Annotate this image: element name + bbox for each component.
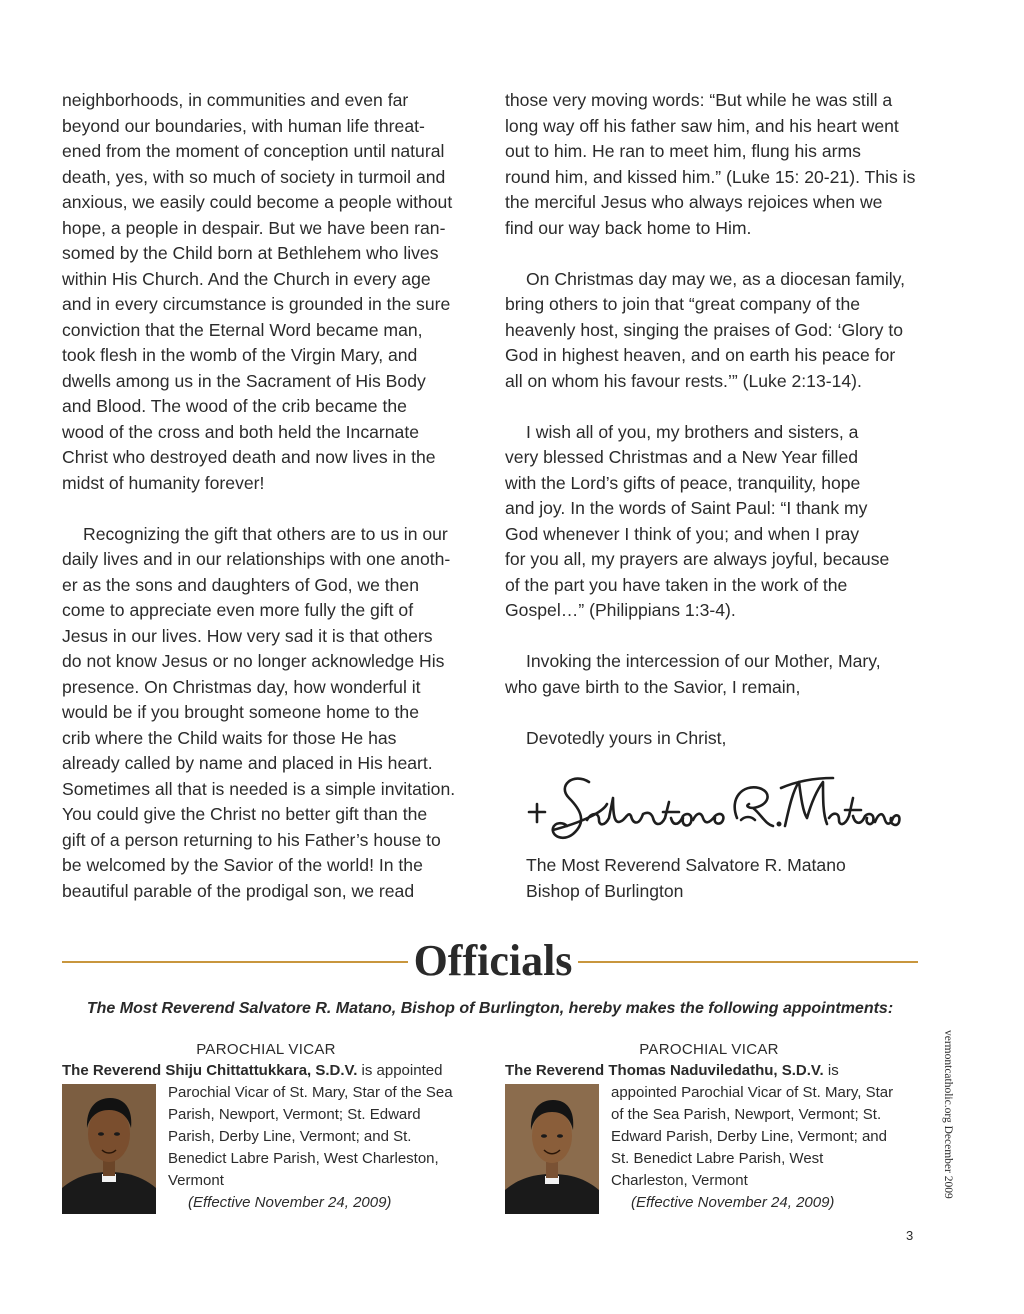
letter-line: God whenever I think of you; and when I pray — [505, 523, 860, 544]
effective-date: (Effective November 24, 2009) — [188, 1194, 392, 1211]
appointment-line: Parish, Derby Line, Vermont; and St. — [168, 1128, 412, 1145]
letter-line: anxious, we easily could become a people without — [62, 192, 453, 212]
signature-closing — [526, 853, 846, 904]
letter-line: Jesus in our lives. How very sad it is that others — [62, 625, 433, 646]
appointment-phrase: is — [823, 1062, 839, 1079]
appointee-name: The Reverend Shiju Chittattukkara, S.D.V. — [62, 1062, 358, 1079]
appointment-card — [62, 1040, 462, 1214]
appointment-line: Benedict Labre Parish, West Charleston, — [168, 1150, 439, 1167]
letter-line: with the Lord’s gifts of peace, tranquility, hope — [505, 472, 861, 493]
appointment-line: Vermont — [168, 1172, 224, 1189]
signer-name: The Most Reverend Salvatore R. Matano — [526, 855, 846, 875]
letter-line: midst of humanity forever! — [62, 472, 265, 493]
appointment-line: Parish, Newport, Vermont; St. Edward — [168, 1106, 421, 1123]
appointment-body — [505, 1082, 905, 1214]
letter-line: conviction that the Eternal Word became man, — [62, 319, 423, 340]
letter-line: Sometimes all that is needed is a simple invitation. — [62, 778, 456, 799]
appointee-name: The Reverend Thomas Naduviledathu, S.D.V. — [505, 1062, 824, 1079]
paragraph-gap — [505, 700, 925, 726]
letter-line: beyond our boundaries, with human life threat- — [62, 115, 425, 136]
letter-line: who gave birth to the Savior, I remain, — [505, 676, 801, 697]
appointment-card — [505, 1040, 905, 1214]
section-heading: Officials — [413, 936, 573, 985]
appointment-title: PAROCHIAL VICAR — [639, 1041, 779, 1058]
letter-line: presence. On Christmas day, how wonderful it — [62, 676, 421, 697]
handwritten-signature — [523, 768, 903, 848]
letter-line: death, yes, with so much of society in turmoil and — [62, 166, 446, 187]
letter-line: within His Church. And the Church in every age — [62, 268, 431, 289]
letter-line: those very moving words: “But while he was still a — [505, 90, 893, 110]
letter-line: all on whom his favour rests.’” (Luke 2:13-14). — [505, 370, 862, 391]
letter-line: the merciful Jesus who always rejoices when we — [505, 192, 883, 212]
paragraph-gap — [62, 496, 480, 522]
signer-title: Bishop of Burlington — [526, 880, 684, 901]
appointment-title: PAROCHIAL VICAR — [196, 1041, 336, 1058]
effective-date: (Effective November 24, 2009) — [631, 1194, 835, 1211]
appointment-line: appointed Parochial Vicar of St. Mary, Star — [611, 1084, 894, 1101]
letter-line: crib where the Child waits for those He has — [62, 727, 397, 748]
letter-line: On Christmas day may we, as a diocesan family, — [526, 268, 906, 289]
page-number: 3 — [906, 1228, 914, 1243]
appointment-text — [611, 1082, 905, 1214]
letter-line: round him, and kissed him.” (Luke 15: 20-21). This is — [505, 166, 916, 187]
sidebar-text: vermontcatholic.org December 2009 — [942, 1030, 954, 1199]
letter-line: Invoking the intercession of our Mother, Mary, — [526, 651, 881, 671]
letter-line: Gospel…” (Philippians 1:3-4). — [505, 600, 736, 620]
divider-rule — [578, 961, 918, 963]
letter-line: wood of the cross and both held the Incarnate — [62, 421, 420, 442]
letter-line: gift of a person returning to his Father’s house to — [62, 829, 441, 850]
letter-line: beautiful parable of the prodigal son, we read — [62, 880, 415, 901]
letter-line: would be if you brought someone home to the — [62, 702, 419, 722]
appointment-line: Parochial Vicar of St. Mary, Star of the Sea — [168, 1084, 453, 1101]
letter-line: bring others to join that “great company of the — [505, 294, 861, 314]
letter-line: took flesh in the womb of the Virgin Mary, and — [62, 345, 418, 365]
letter-line: Christ who destroyed death and now lives in the — [62, 447, 436, 467]
appointment-line: Charleston, Vermont — [611, 1172, 748, 1189]
officials-section-header — [62, 933, 918, 989]
letter-line: Recognizing the gift that others are to us in our — [83, 523, 448, 544]
letter-line: dwells among us in the Sacrament of His Body — [62, 370, 426, 391]
appointment-line: St. Benedict Labre Parish, West — [611, 1150, 824, 1167]
priest-portrait-photo — [62, 1084, 156, 1214]
letter-line: and Blood. The wood of the crib became the — [62, 396, 407, 416]
letter-line: be welcomed by the Savior of the world! In the — [62, 855, 423, 875]
appointment-name-line — [505, 1060, 905, 1082]
letter-line: come to appreciate even more fully the gift of — [62, 600, 414, 620]
appointment-phrase: is appointed — [357, 1062, 443, 1079]
letter-left-column — [62, 88, 480, 904]
appointment-name-line — [62, 1060, 462, 1082]
letter-line: heavenly host, singing the praises of God: ‘Glory to — [505, 319, 904, 340]
sidebar-publication-info — [940, 1030, 956, 1222]
letter-line: God in highest heaven, and on earth his peace for — [505, 345, 896, 365]
letter-line: daily lives and in our relationships with one anoth- — [62, 549, 451, 569]
letter-right-column — [505, 88, 925, 751]
appointment-body — [62, 1082, 462, 1214]
appointment-line: Edward Parish, Derby Line, Vermont; and — [611, 1128, 887, 1145]
priest-portrait-photo — [505, 1084, 599, 1214]
letter-line: I wish all of you, my brothers and sisters, a — [526, 421, 859, 442]
letter-line: for you all, my prayers are always joyful, because — [505, 549, 890, 569]
appointments-intro: The Most Reverend Salvatore R. Matano, Bishop of Burlington, hereby makes the following appointments: — [86, 1000, 894, 1017]
appointment-text — [168, 1082, 462, 1214]
letter-line: long way off his father saw him, and his heart went — [505, 115, 899, 136]
letter-line: er as the sons and daughters of God, we then — [62, 574, 419, 595]
appointment-line: of the Sea Parish, Newport, Vermont; St. — [611, 1106, 882, 1123]
paragraph-gap — [505, 394, 925, 420]
paragraph-gap — [505, 241, 925, 267]
letter-line: and in every circumstance is grounded in the sure — [62, 294, 451, 314]
letter-line: find our way back home to Him. — [505, 217, 752, 238]
letter-line: ened from the moment of conception until natural — [62, 141, 445, 161]
letter-line: already called by name and placed in His heart. — [62, 753, 433, 773]
letter-line: out to him. He ran to meet him, flung his arms — [505, 141, 861, 161]
letter-line: and joy. In the words of Saint Paul: “I thank my — [505, 498, 868, 518]
letter-line: do not know Jesus or no longer acknowledge His — [62, 651, 445, 671]
letter-line: neighborhoods, in communities and even far — [62, 90, 409, 110]
letter-line: You could give the Christ no better gift than the — [62, 804, 428, 824]
letter-line: Devotedly yours in Christ, — [526, 727, 727, 748]
divider-rule — [62, 961, 408, 963]
letter-line: hope, a people in despair. But we have been ran- — [62, 217, 446, 238]
letter-line: of the part you have taken in the work of the — [505, 574, 848, 595]
letter-line: somed by the Child born at Bethlehem who lives — [62, 243, 439, 263]
letter-line: very blessed Christmas and a New Year filled — [505, 447, 859, 467]
paragraph-gap — [505, 624, 925, 650]
